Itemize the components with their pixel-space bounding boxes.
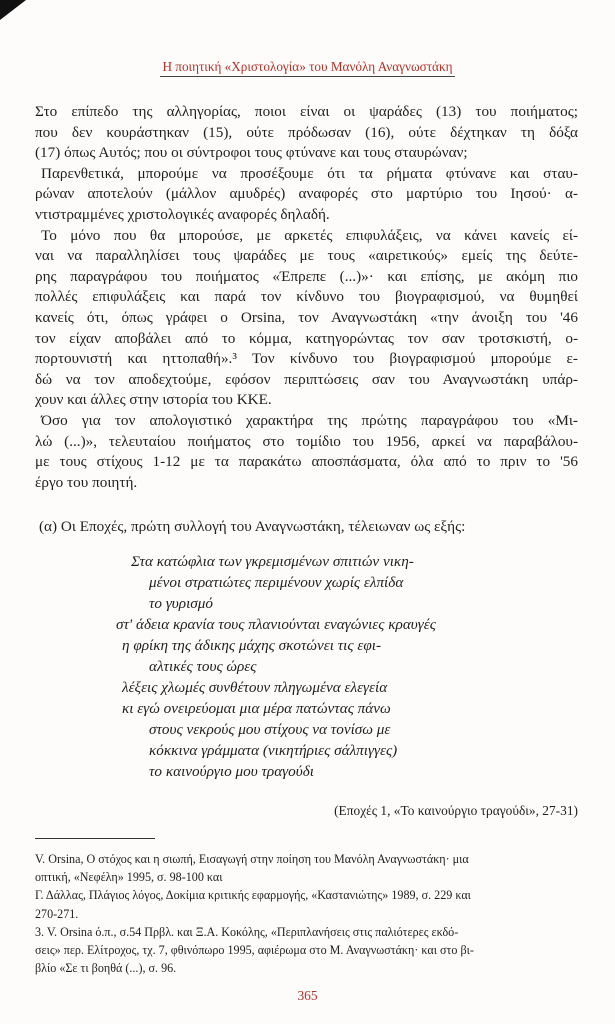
poem-line: το καινούργιο μου τραγούδι	[149, 763, 315, 780]
text-line: τον είχαν αποβάλει από το κόμμα, κατηγορώντας τον σαν τροτσκιστή, ο-	[35, 329, 578, 347]
footnote-line: 270-271.	[35, 906, 79, 921]
poem-citation: (Εποχές 1, «Το καινούργιο τραγούδι», 27-31)	[334, 803, 578, 818]
poem-line: η φρίκη της άδικης μάχης σκοτώνει τις εφι-	[122, 637, 382, 654]
footnote-line: βλίο «Σε τι βοηθά (...), σ. 96.	[35, 961, 177, 976]
poem-line: το γυρισμό	[149, 595, 213, 612]
poem-line: στους νεκρούς μου στίχους να τονίσω με	[149, 721, 391, 738]
text-line: Το μόνο που θα μπορούσε, με αρκετές επιφυλάξεις, να κάνει κανείς εί-	[41, 226, 578, 244]
text-line: ναι να παραλληλίσει τους ψαράδες με τους «αιρετικούς» εμείς της δεύτε-	[35, 247, 578, 265]
main-text	[35, 102, 578, 538]
text-line: που δεν κουράστηκαν (15), ούτε πρόδωσαν (16), ούτε δέχτηκαν τη δόξα	[35, 123, 578, 141]
footnote-line: V. Orsina, Ο στόχος και η σιωπή, Εισαγωγή στην ποίηση του Μανόλη Αναγνωστάκη· μια	[35, 852, 469, 866]
footnote-line: σεις» περ. Ελίτροχος, τχ. 7, φθινόπωρο 1995, αφιέρωμα στο Μ. Αναγνωστάκη· και στο βι-	[35, 942, 474, 957]
text-line: ντιστραμμένες χριστολογικές αναφορές δηλαδή.	[35, 205, 330, 223]
text-line: με τους στίχους 1-12 με τα παρακάτω αποσπάσματα, όλα από το πριν το '56	[35, 453, 578, 471]
footnote-line: 3. V. Orsina ό.π., σ.54 Πρβλ. και Ξ.Α. Κοκόλης, «Περιπλανήσεις στις παλιότερες εκδό-	[35, 924, 459, 939]
page-number: 365	[297, 988, 318, 1003]
text-line: δώ να τον αποδεχτούμε, εφόσον περιπτώσεις σαν του Αναγνωστάκη υπάρ-	[35, 370, 578, 388]
text-line: πολλές επιφυλάξεις και παρά τον κίνδυνο του βιογραφισμού, να θυμηθεί	[35, 288, 578, 306]
poem-line: κόκκινα γράμματα (νικητήριες σάλπιγγες)	[149, 742, 398, 759]
quote-intro-line: (α) Οι Εποχές, πρώτη συλλογή του Αναγνωστάκη, τέλειωναν ως εξής:	[39, 518, 466, 536]
text-line: ρης παραγράφου του ποιήματος «Έπρεπε (...)»· και επίσης, με ακόμη πιο	[35, 267, 578, 285]
running-header	[0, 59, 615, 77]
text-line: λώ (...)», τελευταίου ποιήματος στο τομίδιο του 1956, αρκεί να παραβάλου-	[35, 432, 578, 450]
poem-line: μένοι στρατιώτες περιμένουν χωρίς ελπίδα	[149, 574, 404, 591]
footnotes	[35, 850, 548, 977]
poem-line: κι εγώ ονειρεύομαι μια μέρα πατώντας πάνω	[122, 700, 391, 717]
text-line: Παρενθετικά, μπορούμε να προσέξουμε ότι τα ρήματα φτύνανε και σταυ-	[41, 164, 578, 182]
poem-line: αλτικές τους ώρες	[149, 658, 257, 675]
footnote-line: οπτική, «Νεφέλη» 1995, σ. 98-100 και	[35, 870, 223, 885]
poem-line: λέξεις χλωμές συνθέτουν πληγωμένα ελεγεία	[122, 679, 388, 696]
text-line: ρώναν αποτελούν (μάλλον αμυδρές) αναφορές στο μαρτύριο του Ιησού· α-	[35, 185, 578, 203]
scan-corner-mark	[0, 0, 26, 20]
text-line: χουν και άλλες στην ιστορία του ΚΚΕ.	[35, 391, 272, 409]
text-line: κανείς ότι, όπως γράφει ο Orsina, τον Αναγνωστάκη «την άνοιξη του '46	[35, 308, 578, 326]
text-line: έργο του ποιητή.	[35, 473, 138, 491]
text-line: (17) όπως Αυτός; που οι σύντροφοι τους φτύνανε και τους σταυρώναν;	[35, 144, 468, 162]
footnote-divider	[35, 838, 155, 839]
paragraph-gap	[35, 493, 578, 517]
poem-line: Στα κατώφλια των γκρεμισμένων σπιτιών νικη-	[131, 553, 414, 570]
text-line: Στο επίπεδο της αλληγορίας, ποιοι είναι οι ψαράδες (13) του ποιήματος;	[35, 103, 578, 120]
poem-line: στ' άδεια κρανία τους πλανιούνται εναγώνιες κραυγές	[116, 616, 436, 633]
text-line: Όσο για τον απολογιστικό χαρακτήρα της πρώτης παραγράφου του «Μι-	[41, 411, 578, 429]
running-header-text: Η ποιητική «Χριστολογία» του Μανόλη Αναγνωστάκη	[160, 59, 454, 77]
text-line: πορτουνιστή και ηττοπαθή».³ Τον κίνδυνο του βιογραφισμού μπορούμε ε-	[35, 350, 578, 368]
footnote-line: Γ. Δάλλας, Πλάγιος λόγος, Δοκίμια κριτικής εφαρμογής, «Καστανιώτης» 1989, σ. 229 και	[35, 888, 471, 903]
